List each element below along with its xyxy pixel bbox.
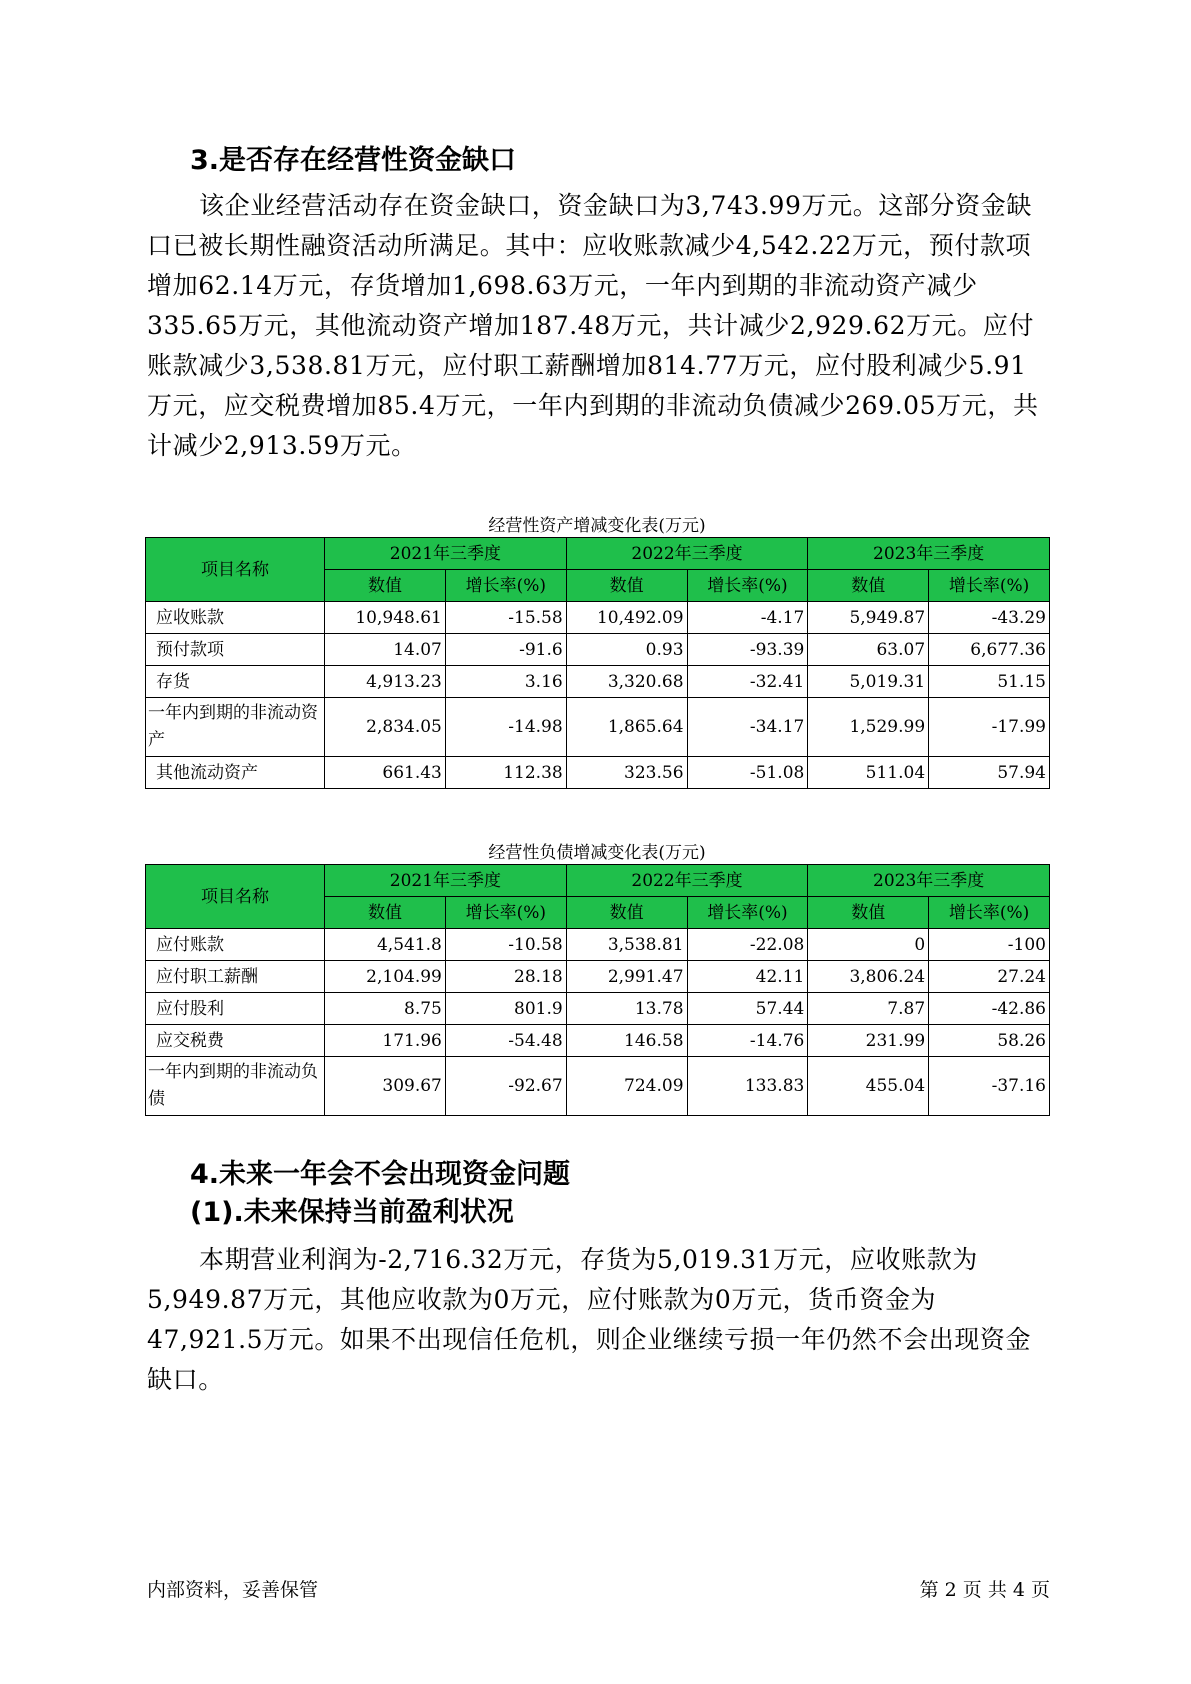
- growth-cell: 27.24: [929, 961, 1050, 993]
- value-cell: 13.78: [566, 993, 687, 1025]
- table-row: [146, 634, 1050, 666]
- value-cell: 2,991.47: [566, 961, 687, 993]
- value-cell: 455.04: [808, 1057, 929, 1116]
- value-cell: 3,806.24: [808, 961, 929, 993]
- section4-heading: 4.未来一年会不会出现资金问题: [190, 1159, 571, 1190]
- footer-confidential: 内部资料，妥善保管: [147, 1579, 319, 1601]
- value-cell: 5,019.31: [808, 666, 929, 698]
- growth-cell: 112.38: [445, 757, 566, 789]
- value-cell: 4,541.8: [325, 929, 446, 961]
- table-row: [146, 698, 1050, 757]
- growth-cell: 6,677.36: [929, 634, 1050, 666]
- liabilities-table-caption: 经营性负债增减变化表(万元): [488, 843, 706, 863]
- growth-cell: 42.11: [687, 961, 808, 993]
- header-item-name: 项目名称: [146, 538, 325, 602]
- growth-cell: -100: [929, 929, 1050, 961]
- header-growth: 增长率(%): [687, 570, 808, 602]
- row-item-name: 应付股利: [146, 993, 325, 1025]
- growth-cell: 28.18: [445, 961, 566, 993]
- value-cell: 2,104.99: [325, 961, 446, 993]
- value-cell: 10,492.09: [566, 602, 687, 634]
- section3-paragraph: 该企业经营活动存在资金缺口，资金缺口为3,743.99万元。这部分资金缺口已被长期性融资活动所满足。其中：应收账款减少4,542.22万元，预付款项增加62.14万元，存货增加1,698.63万元，一年内到期的非流动资产减少335.65万元，其他流动资产增加187.48万元，共计减少2,929.62万元。应付账款减少3,538.81万元，应付职工薪酬增加814.77万元，应付股利减少5.91万元，应交税费增加85.4万元，一年内到期的非流动负债减少269.05万元，共计减少2,913.59万元。: [147, 191, 1039, 460]
- table-row: [146, 757, 1050, 789]
- growth-cell: 57.44: [687, 993, 808, 1025]
- value-cell: 5,949.87: [808, 602, 929, 634]
- header-value: 数值: [566, 897, 687, 929]
- value-cell: 724.09: [566, 1057, 687, 1116]
- value-cell: 0: [808, 929, 929, 961]
- header-value: 数值: [325, 897, 446, 929]
- value-cell: 4,913.23: [325, 666, 446, 698]
- growth-cell: 58.26: [929, 1025, 1050, 1057]
- growth-cell: -42.86: [929, 993, 1050, 1025]
- growth-cell: -14.76: [687, 1025, 808, 1057]
- value-cell: 323.56: [566, 757, 687, 789]
- growth-cell: 801.9: [445, 993, 566, 1025]
- row-item-name: 应付职工薪酬: [146, 961, 325, 993]
- row-item-name: 存货: [146, 666, 325, 698]
- table-row: [146, 961, 1050, 993]
- assets-table: [145, 537, 1050, 789]
- value-cell: 14.07: [325, 634, 446, 666]
- growth-cell: 3.16: [445, 666, 566, 698]
- value-cell: 8.75: [325, 993, 446, 1025]
- header-growth: 增长率(%): [687, 897, 808, 929]
- growth-cell: 51.15: [929, 666, 1050, 698]
- row-item-name: 一年内到期的非流动负债: [146, 1057, 325, 1116]
- value-cell: 1,865.64: [566, 698, 687, 757]
- growth-cell: -32.41: [687, 666, 808, 698]
- growth-cell: -93.39: [687, 634, 808, 666]
- header-period-2021: 2021年三季度: [325, 865, 567, 897]
- value-cell: 511.04: [808, 757, 929, 789]
- table-row: [146, 1057, 1050, 1116]
- header-item-name: 项目名称: [146, 865, 325, 929]
- value-cell: 3,320.68: [566, 666, 687, 698]
- growth-cell: -37.16: [929, 1057, 1050, 1116]
- value-cell: 0.93: [566, 634, 687, 666]
- table-row: [146, 1025, 1050, 1057]
- value-cell: 309.67: [325, 1057, 446, 1116]
- value-cell: 3,538.81: [566, 929, 687, 961]
- value-cell: 231.99: [808, 1025, 929, 1057]
- growth-cell: -17.99: [929, 698, 1050, 757]
- growth-cell: -4.17: [687, 602, 808, 634]
- value-cell: 1,529.99: [808, 698, 929, 757]
- section4-subheading: (1).未来保持当前盈利状况: [190, 1197, 514, 1228]
- table-row: [146, 993, 1050, 1025]
- row-item-name: 应收账款: [146, 602, 325, 634]
- header-period-2022: 2022年三季度: [566, 538, 808, 570]
- growth-cell: -14.98: [445, 698, 566, 757]
- table-row: [146, 929, 1050, 961]
- header-value: 数值: [808, 570, 929, 602]
- footer-page-number: 第 2 页 共 4 页: [919, 1579, 1050, 1601]
- growth-cell: -34.17: [687, 698, 808, 757]
- header-growth: 增长率(%): [929, 570, 1050, 602]
- growth-cell: -54.48: [445, 1025, 566, 1057]
- header-period-2022: 2022年三季度: [566, 865, 808, 897]
- growth-cell: 133.83: [687, 1057, 808, 1116]
- header-period-2021: 2021年三季度: [325, 538, 567, 570]
- growth-cell: -10.58: [445, 929, 566, 961]
- row-item-name: 预付款项: [146, 634, 325, 666]
- assets-table-caption: 经营性资产增减变化表(万元): [488, 516, 706, 536]
- value-cell: 63.07: [808, 634, 929, 666]
- liabilities-table: [145, 864, 1050, 1116]
- section3-heading: 3.是否存在经营性资金缺口: [190, 145, 517, 176]
- header-value: 数值: [325, 570, 446, 602]
- row-item-name: 一年内到期的非流动资产: [146, 698, 325, 757]
- value-cell: 10,948.61: [325, 602, 446, 634]
- row-item-name: 其他流动资产: [146, 757, 325, 789]
- row-item-name: 应付账款: [146, 929, 325, 961]
- table-row: [146, 666, 1050, 698]
- value-cell: 171.96: [325, 1025, 446, 1057]
- growth-cell: -15.58: [445, 602, 566, 634]
- header-period-2023: 2023年三季度: [808, 865, 1050, 897]
- growth-cell: 57.94: [929, 757, 1050, 789]
- growth-cell: -43.29: [929, 602, 1050, 634]
- value-cell: 7.87: [808, 993, 929, 1025]
- row-item-name: 应交税费: [146, 1025, 325, 1057]
- value-cell: 146.58: [566, 1025, 687, 1057]
- growth-cell: -92.67: [445, 1057, 566, 1116]
- value-cell: 2,834.05: [325, 698, 446, 757]
- section4-paragraph: 本期营业利润为-2,716.32万元，存货为5,019.31万元，应收账款为5,949.87万元，其他应收款为0万元，应付账款为0万元，货币资金为47,921.5万元。如果不出现信任危机，则企业继续亏损一年仍然不会出现资金缺口。: [147, 1245, 1032, 1394]
- header-value: 数值: [566, 570, 687, 602]
- growth-cell: -91.6: [445, 634, 566, 666]
- value-cell: 661.43: [325, 757, 446, 789]
- header-growth: 增长率(%): [445, 897, 566, 929]
- growth-cell: -22.08: [687, 929, 808, 961]
- header-growth: 增长率(%): [929, 897, 1050, 929]
- header-period-2023: 2023年三季度: [808, 538, 1050, 570]
- header-value: 数值: [808, 897, 929, 929]
- growth-cell: -51.08: [687, 757, 808, 789]
- header-growth: 增长率(%): [445, 570, 566, 602]
- table-row: [146, 602, 1050, 634]
